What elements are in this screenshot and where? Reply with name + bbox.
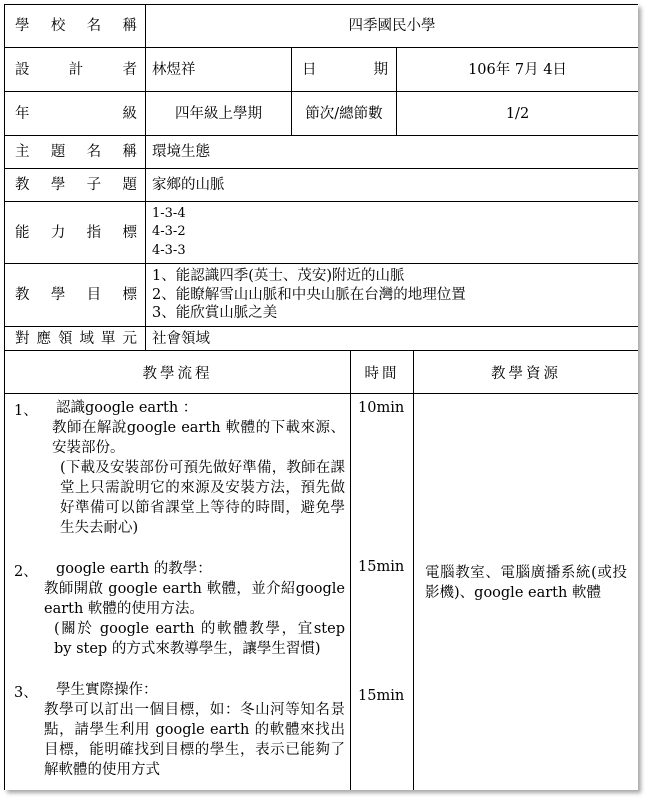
date-label: 日期 — [292, 48, 397, 92]
col-resource-header: 教學資源 — [414, 351, 639, 394]
row-unit — [5, 169, 639, 202]
periods-label: 節次/總節數 — [292, 92, 397, 136]
step-number: 2、 — [14, 564, 38, 580]
step-title: google earth 的教學： — [56, 561, 212, 577]
periods-value: 1/2 — [397, 92, 639, 136]
goal-item: 2、能瞭解雪山山脈和中央山脈在台灣的地理位置 — [152, 286, 466, 303]
step-title: 認識google earth ： — [56, 400, 198, 416]
ability-item: 1-3-4 — [152, 205, 186, 221]
col-time-header: 時間 — [351, 351, 414, 394]
domain-value: 社會領域 — [146, 327, 639, 351]
step-time: 15min — [358, 559, 405, 575]
flow-body-row — [5, 394, 639, 791]
designer-value: 林煜祥 — [146, 48, 292, 92]
row-school — [5, 5, 639, 48]
unit-value: 家鄉的山脈 — [146, 169, 639, 202]
lesson-info-table — [4, 4, 638, 351]
row-goals — [5, 264, 639, 327]
step-note: (關於 google earth 的軟體教學，宜step by step 的方式來教導學生，讓學生習慣) — [54, 621, 345, 657]
resource-text: 電腦教室、電腦廣播系統(或投影機)、google earth 軟體 — [425, 565, 627, 601]
step-body: 教師開啟 google earth 軟體，並介紹google earth 軟體的使用方法。 — [44, 581, 345, 617]
step-body: 教師在解說google earth 軟體的下載來源、安裝部份。 — [52, 420, 345, 456]
flow-step — [6, 395, 349, 538]
ability-item: 4-3-3 — [152, 242, 186, 258]
domain-label: 對應領域單元 — [5, 327, 146, 351]
goals-label: 教學目標 — [5, 264, 146, 327]
grade-label: 年級 — [5, 92, 146, 136]
col-process-header: 教學流程 — [5, 351, 351, 394]
goal-item: 1、能認識四季(英士、茂安)附近的山脈 — [152, 268, 405, 285]
lesson-plan-document — [4, 4, 638, 790]
teaching-flow-table — [4, 350, 638, 790]
row-domain — [5, 327, 639, 351]
topic-label: 主題名稱 — [5, 136, 146, 169]
unit-label: 教學子題 — [5, 169, 146, 202]
resource-cell — [414, 394, 639, 791]
row-grade — [5, 92, 639, 136]
school-label: 學校名稱 — [5, 5, 146, 48]
goal-item: 3、能欣賞山脈之美 — [152, 305, 278, 322]
goals-list — [146, 264, 639, 327]
topic-value: 環境生態 — [146, 136, 639, 169]
row-ability — [5, 202, 639, 264]
process-cell — [5, 394, 351, 791]
step-title: 學生實際操作： — [56, 682, 158, 698]
step-note: (下載及安裝部份可預先做好準備，教師在課堂上只需說明它的來源及安裝方法，預先做好準備可以節省課堂上等待的時間，避免學生失去耐心) — [60, 460, 345, 536]
ability-item: 4-3-2 — [152, 224, 186, 240]
step-time: 10min — [358, 400, 405, 416]
grade-value: 四年級上學期 — [146, 92, 292, 136]
ability-label: 能力指標 — [5, 202, 146, 264]
step-body: 教學可以訂出一個目標，如：冬山河等知名景點，請學生利用 google earth 的軟體來找出目標，能明確找到目標的學生，表示已能夠了解軟體的使用方式 — [44, 702, 345, 778]
ability-list — [146, 202, 639, 264]
school-value: 四季國民小學 — [146, 5, 639, 48]
step-number: 1、 — [14, 403, 38, 419]
flow-step — [6, 659, 349, 780]
row-designer — [5, 48, 639, 92]
flow-step — [6, 538, 349, 659]
step-time: 15min — [358, 688, 405, 704]
date-value: 106年 7月 4日 — [397, 48, 639, 92]
row-topic — [5, 136, 639, 169]
designer-label: 設計者 — [5, 48, 146, 92]
time-cell — [351, 394, 414, 791]
flow-header-row — [5, 351, 639, 394]
step-number: 3、 — [14, 685, 38, 701]
